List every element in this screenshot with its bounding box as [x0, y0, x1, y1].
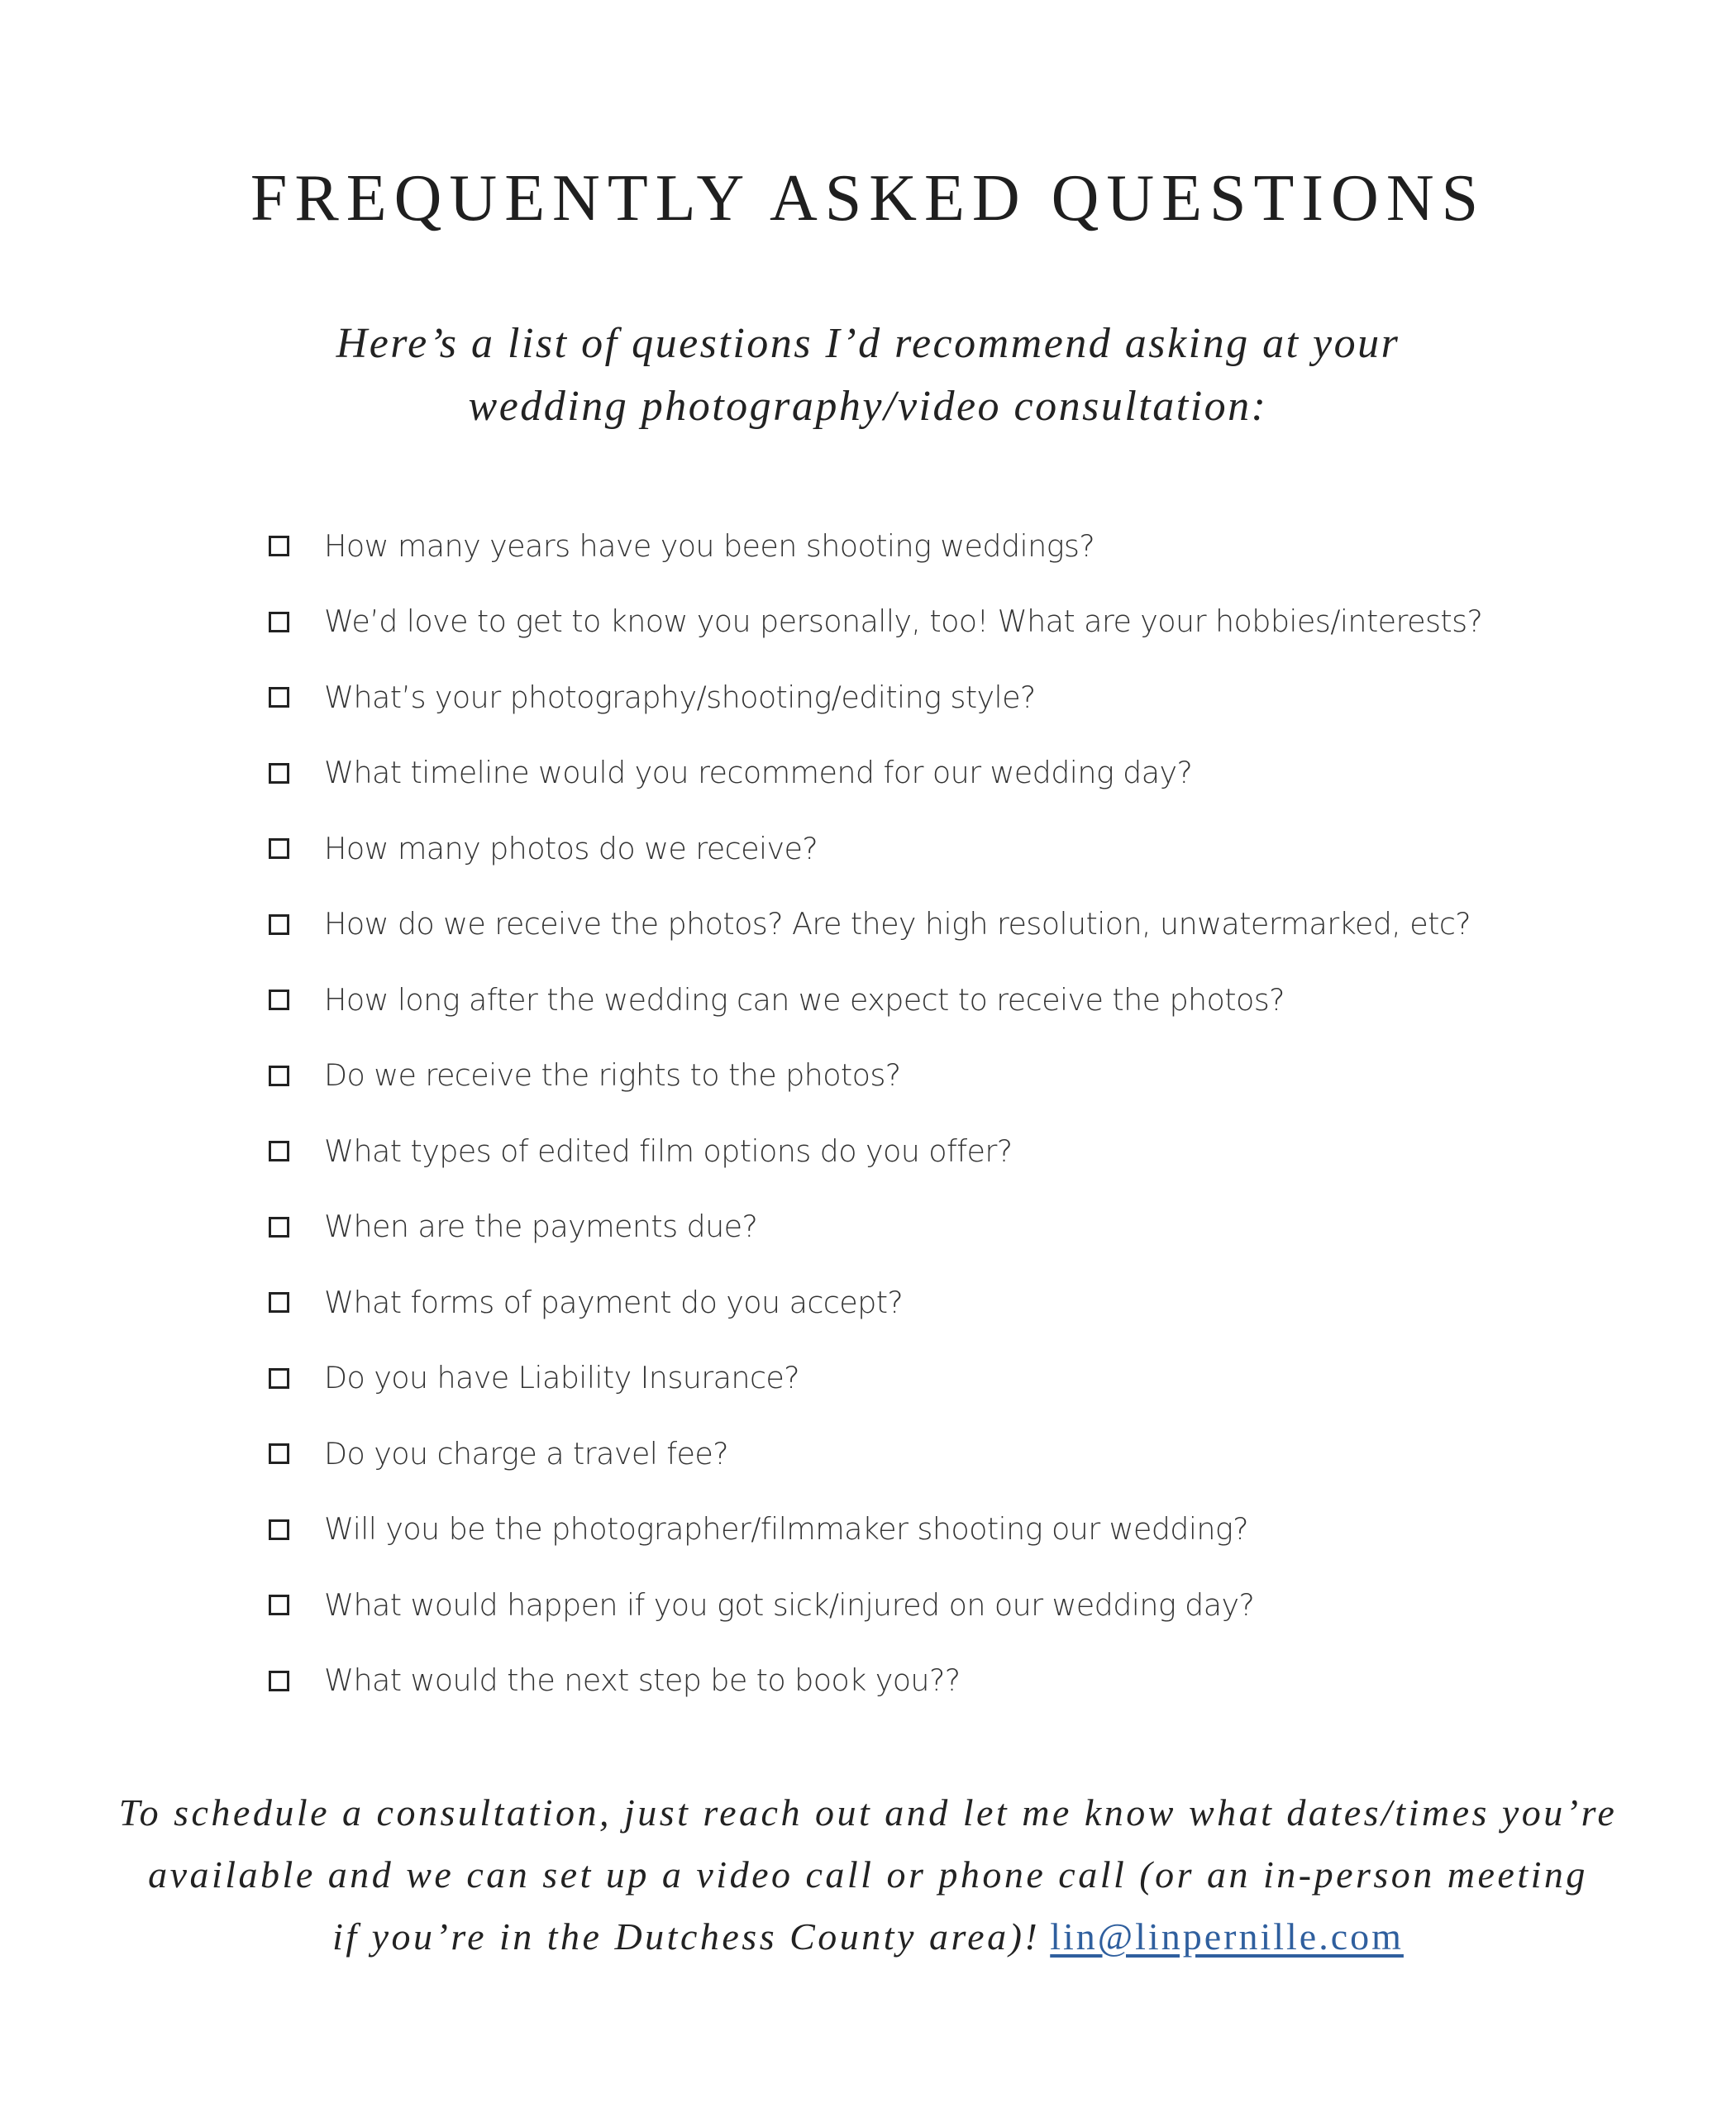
question-item [269, 660, 1482, 736]
checkbox[interactable] [269, 1443, 289, 1464]
checkbox[interactable] [269, 1217, 289, 1238]
page-title: FREQUENTLY ASKED QUESTIONS [250, 162, 1486, 235]
checkbox[interactable] [269, 612, 289, 632]
question-item [269, 584, 1482, 661]
intro-text [0, 312, 1736, 438]
question-text: Do you charge a travel fee? [324, 1435, 728, 1471]
question-item [269, 736, 1482, 812]
question-text: How many photos do we receive? [324, 830, 818, 866]
question-text: What would the next step be to book you?? [324, 1662, 961, 1698]
question-item [269, 1265, 1482, 1341]
question-text: How long after the wedding can we expect to receive the photos? [324, 981, 1285, 1018]
intro-line-1: Here’s a list of questions I’d recommend asking at your [336, 320, 1400, 367]
checkbox[interactable] [269, 763, 289, 784]
question-text: What timeline would you recommend for our wedding day? [324, 755, 1193, 790]
question-text: What forms of payment do you accept? [324, 1284, 904, 1320]
checkbox[interactable] [269, 536, 289, 556]
question-text: Will you be the photographer/filmmaker shooting our wedding? [324, 1511, 1249, 1547]
question-item [269, 1643, 1482, 1719]
closing-line-2: available and we can set up a video call or phone call (or an in-person meeting [148, 1853, 1588, 1896]
checkbox[interactable] [269, 1519, 289, 1540]
email-link[interactable]: lin@linpernille.com [1050, 1915, 1404, 1958]
closing-text [0, 1781, 1736, 1967]
question-text: What would happen if you got sick/injured on our wedding day? [324, 1586, 1255, 1623]
question-text: What’s your photography/shooting/editing style? [324, 679, 1036, 715]
checkbox[interactable] [269, 1368, 289, 1389]
closing-line-3-text: if you’re in the Dutchess County area)! [332, 1915, 1041, 1958]
checkbox[interactable] [269, 990, 289, 1010]
question-text: How do we receive the photos? Are they high resolution, unwatermarked, etc? [324, 906, 1471, 942]
question-item [269, 1492, 1482, 1568]
question-text: We’d love to get to know you personally, too! What are your hobbies/interests? [324, 603, 1483, 639]
question-text: Do we receive the rights to the photos? [324, 1057, 901, 1093]
checkbox[interactable] [269, 1292, 289, 1313]
checkbox[interactable] [269, 914, 289, 935]
question-item [269, 508, 1482, 584]
question-item [269, 887, 1482, 963]
question-item [269, 1038, 1482, 1114]
checkbox[interactable] [269, 1671, 289, 1691]
question-item [269, 1190, 1482, 1266]
intro-line-2: wedding photography/video consultation: [468, 383, 1268, 430]
question-checklist [269, 508, 1482, 1719]
question-item [269, 1416, 1482, 1492]
checkbox[interactable] [269, 1141, 289, 1161]
question-text: Do you have Liability Insurance? [324, 1360, 800, 1395]
question-item [269, 1567, 1482, 1643]
question-item [269, 1114, 1482, 1190]
closing-line-1: To schedule a consultation, just reach out and let me know what dates/times you’re [118, 1791, 1618, 1834]
checkbox[interactable] [269, 687, 289, 708]
closing-line-3 [0, 1905, 1736, 1967]
question-item [269, 962, 1482, 1038]
checkbox[interactable] [269, 1595, 289, 1615]
checkbox[interactable] [269, 1066, 289, 1086]
checkbox[interactable] [269, 838, 289, 859]
question-item [269, 811, 1482, 887]
question-text: How many years have you been shooting weddings? [324, 527, 1095, 564]
question-text: When are the payments due? [324, 1209, 758, 1244]
question-item [269, 1341, 1482, 1417]
question-text: What types of edited film options do you offer? [324, 1133, 1013, 1169]
